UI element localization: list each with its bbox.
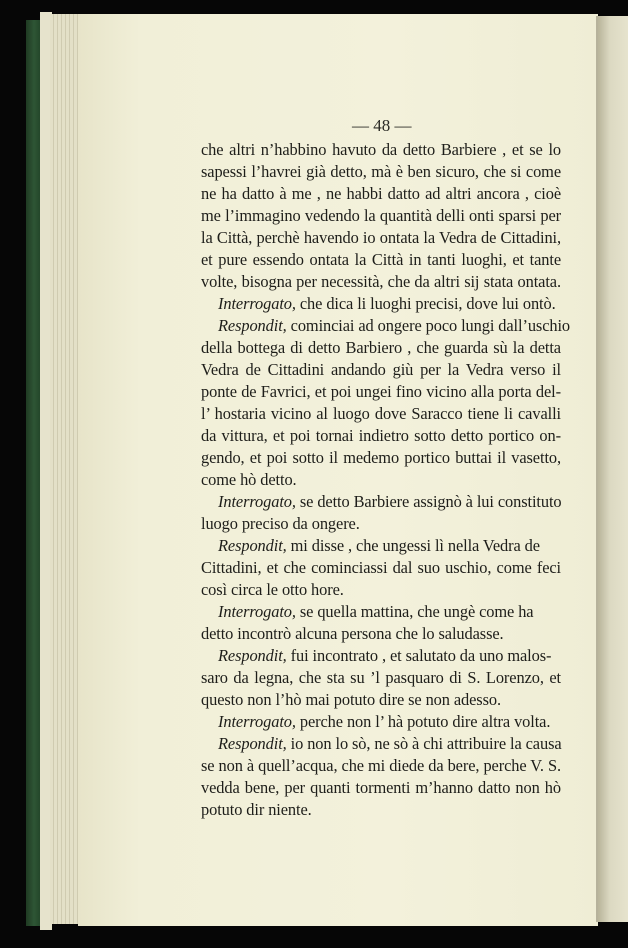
text-line: Vedra de Cittadini andando giù per la Vedra verso il	[201, 360, 561, 379]
text-line: Interrogato, perche non l’ hà potuto dire altra volta.	[218, 712, 551, 731]
text-line: vedda bene, per quanti tormenti m’hanno datto non hò	[201, 778, 561, 797]
text-line: Respondit, fui incontrato , et salutato da uno malos-	[218, 646, 552, 665]
text-line: questo non l’hò mai potuto dire se non adesso.	[201, 690, 501, 709]
facing-page-edge	[598, 16, 628, 922]
text-line: da vittura, et poi tornai indietro sotto detto portico on-	[201, 426, 561, 445]
text-line: così circa le otto hore.	[201, 580, 344, 599]
text-line: Respondit, io non lo sò, ne sò à chi attribuire la causa	[218, 734, 562, 753]
text-line: detto incontrò alcuna persona che lo saludasse.	[201, 624, 504, 643]
text-line: Interrogato, se detto Barbiere assignò à lui constituto	[218, 492, 562, 511]
speaker-label: Interrogato,	[218, 294, 296, 313]
text-line: la Città, perchè havendo io ontata la Vedra de Cittadini,	[201, 228, 561, 247]
text-line: ne ha datto à me , ne habbi datto ad altri ancora , cioè	[201, 184, 561, 203]
page-number: — 48 —	[352, 116, 412, 135]
speaker-label: Respondit,	[218, 536, 287, 555]
text-line: me l’immagino vedendo la quantità delli onti sparsi per	[201, 206, 561, 225]
text-line: come hò detto.	[201, 470, 297, 489]
speaker-label: Interrogato,	[218, 712, 296, 731]
text-line: potuto dir niente.	[201, 800, 312, 819]
speaker-label: Interrogato,	[218, 492, 296, 511]
text-line: della bottega di detto Barbiero , che guarda sù la detta	[201, 338, 561, 357]
text-line: Respondit, cominciai ad ongere poco lungi dall’uschio	[218, 316, 571, 335]
text-line: che altri n’habbino havuto da detto Barbiere , et se lo	[201, 140, 561, 159]
speaker-label: Respondit,	[218, 734, 287, 753]
text-line: sapessi l’havrei già detto, mà è ben sicuro, che si come	[201, 162, 561, 181]
text-line: Cittadini, et che cominciassi dal suo uschio, come feci	[201, 558, 561, 577]
text-line: se non à quell’acqua, che mi diede da bere, perche V. S.	[201, 756, 561, 775]
text-line: Interrogato, se quella mattina, che ungè come ha	[218, 602, 534, 621]
text-line: l’ hostaria vicino al luogo dove Saracco tiene li cavalli	[201, 404, 561, 423]
speaker-label: Respondit,	[218, 316, 287, 335]
text-line: et pure essendo ontata la Città in tanti luoghi, et tante	[201, 250, 561, 269]
text-line: volte, bisogna per necessità, che da altri sij stata ontata.	[201, 272, 561, 291]
speaker-label: Interrogato,	[218, 602, 296, 621]
text-line: Interrogato, che dica li luoghi precisi, dove lui ontò.	[218, 294, 556, 313]
page-stack-edges	[50, 14, 80, 924]
text-line: saro da legna, che sta su ’l pasquaro di S. Lorenzo, et	[201, 668, 561, 687]
text-line: luogo preciso da ongere.	[201, 514, 360, 533]
text-line: ponte de Favrici, et poi ungei fino vicino alla porta del-	[201, 382, 561, 401]
speaker-label: Respondit,	[218, 646, 287, 665]
text-line: gendo, et poi sotto il medemo portico buttai il vasetto,	[201, 448, 561, 467]
text-line: Respondit, mi disse , che ungessi lì nella Vedra de	[218, 536, 540, 555]
